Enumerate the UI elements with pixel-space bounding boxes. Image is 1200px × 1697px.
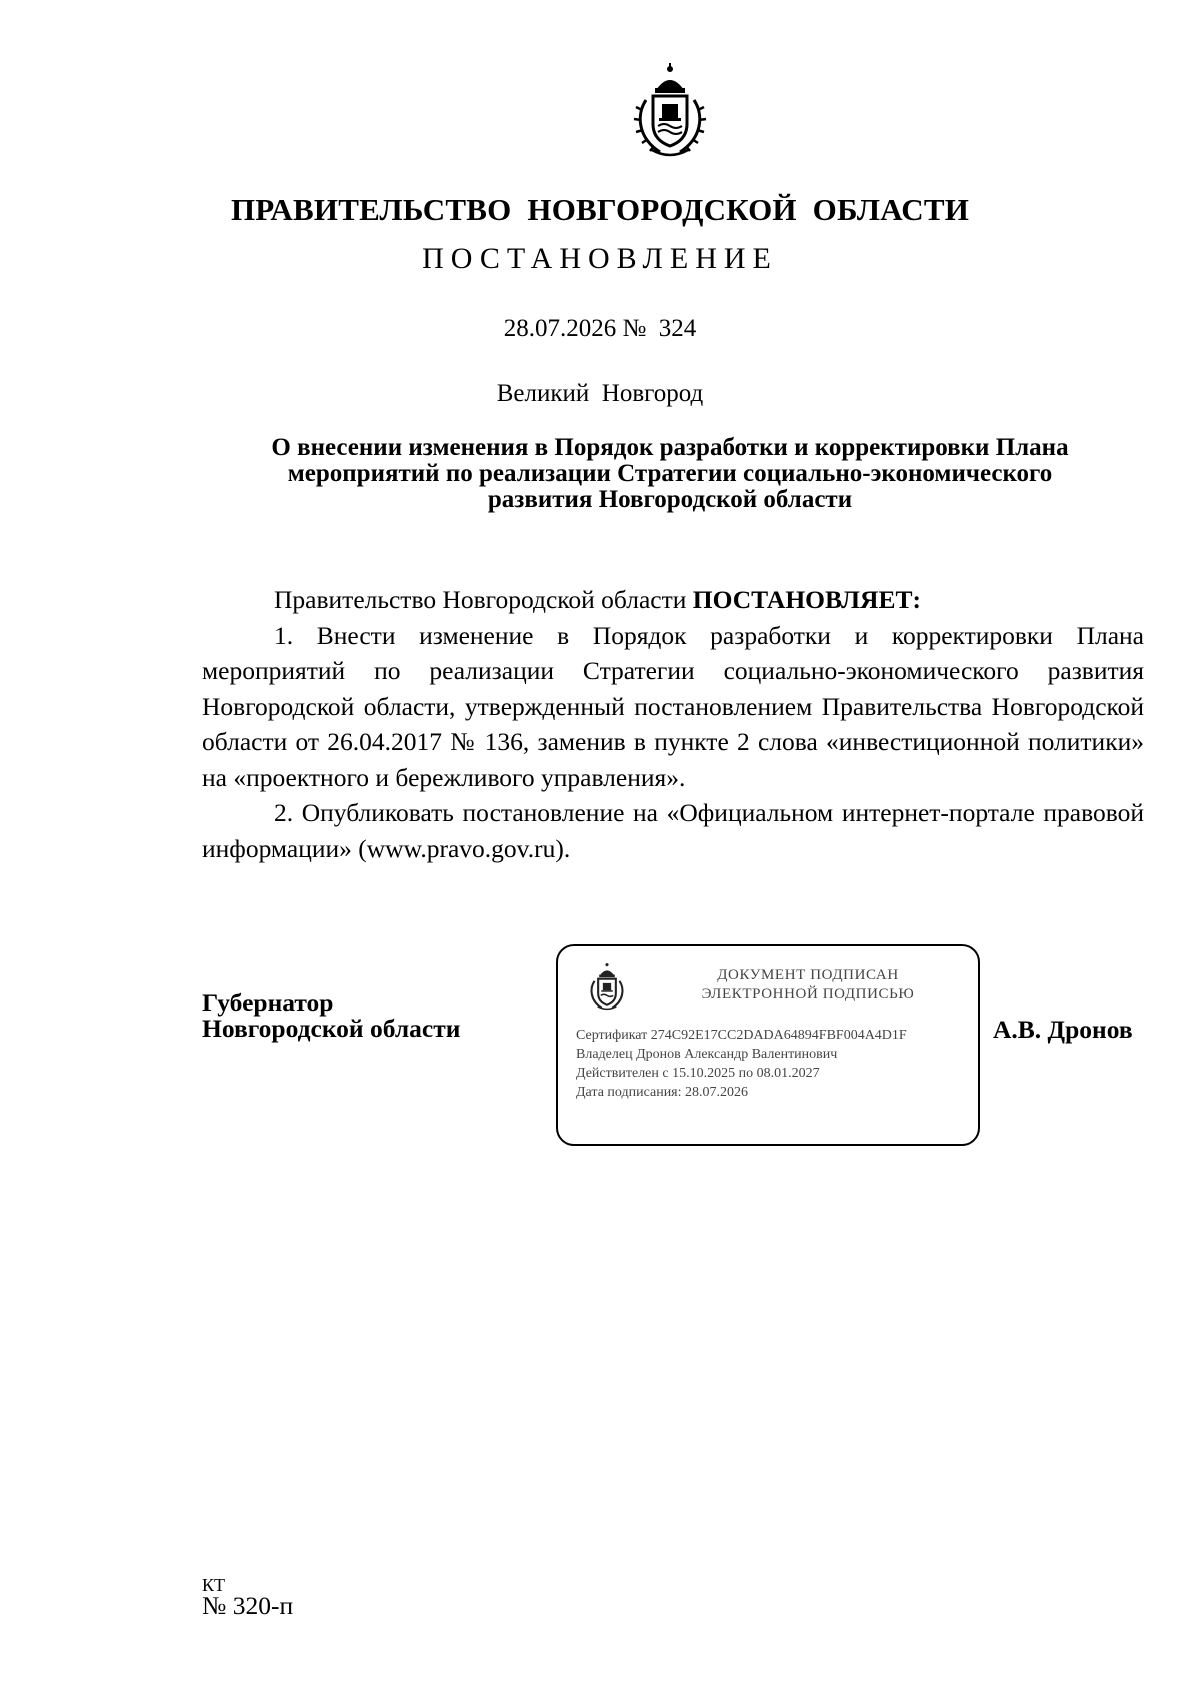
organization-name: ПРАВИТЕЛЬСТВО НОВГОРОДСКОЙ ОБЛАСТИ xyxy=(230,192,970,227)
resolution-intro xyxy=(202,582,1144,618)
footer-number: № 320-п xyxy=(202,1591,294,1620)
signatory-position xyxy=(202,990,460,1042)
stamp-certificate: Сертификат 274C92E17CC2DADA64894FBF004A4D1F xyxy=(576,1028,907,1043)
intro-keyword: ПОСТАНОВЛЯЕТ: xyxy=(692,585,921,614)
document-city: Великий Новгород xyxy=(496,380,704,407)
document-date-number: 28.07.2026 № 324 xyxy=(503,315,697,342)
stamp-validity: Действителен с 15.10.2025 по 08.01.2027 xyxy=(576,1066,820,1081)
stamp-title-line: ДОКУМЕНТ ПОДПИСАН xyxy=(717,967,899,983)
intro-text: Правительство Новгородской области xyxy=(274,585,693,614)
footer-code: КТ xyxy=(202,1575,226,1595)
resolution-item-2: 2. Опубликовать постановление на «Официальном интернет-портале правовой информации» (www.pravo.gov.ru). xyxy=(202,798,1144,863)
stamp-owner: Владелец Дронов Александр Валентинович xyxy=(576,1047,838,1062)
coat-of-arms-icon xyxy=(586,960,628,1012)
stamp-title-line: ЭЛЕКТРОННОЙ ПОДПИСЬЮ xyxy=(701,986,915,1002)
subject-line: О внесении изменения в Порядок разработки и корректировки Плана xyxy=(271,434,1069,461)
stamp-title xyxy=(658,966,958,1004)
subject-line: мероприятий по реализации Стратегии социально-экономического xyxy=(287,460,1053,487)
document-subject xyxy=(210,435,1130,513)
subject-line: развития Новгородской области xyxy=(487,486,853,513)
stamp-signing-date: Дата подписания: 28.07.2026 xyxy=(576,1085,749,1100)
document-type: ПОСТАНОВЛЕНИЕ xyxy=(422,242,778,275)
position-line: Новгородской области xyxy=(202,1014,461,1043)
stamp-details xyxy=(576,1026,907,1102)
electronic-signature-stamp xyxy=(556,944,980,1146)
position-line: Губернатор xyxy=(202,988,334,1017)
signatory-name: А.В. Дронов xyxy=(993,1015,1133,1044)
resolution-item-1: 1. Внести изменение в Порядок разработки и корректировки Плана мероприятий по реализации Стратегии социально-экономического развития Новгородской области, утвержденный постановлением Правительства Новгородской области от 26.04.2017 № 136, заменив в пункте 2 слова «инвестиционной политики» на «проектного и бережливого управления». xyxy=(202,620,1144,792)
document-body xyxy=(202,582,1144,866)
coat-of-arms-icon xyxy=(630,60,710,160)
